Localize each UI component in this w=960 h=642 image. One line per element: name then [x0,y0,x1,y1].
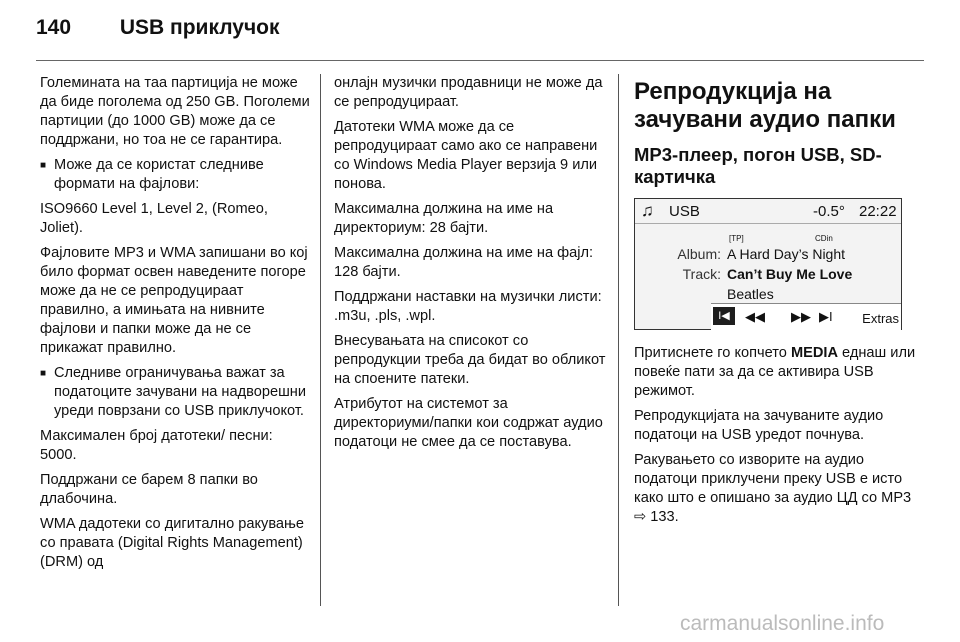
page-number: 140 [36,16,72,39]
page-reference: 133. [650,509,679,525]
music-note-icon: ♫ [641,201,654,220]
tp-flag: [TP] [729,234,744,243]
page-title: USB приклучок [119,16,280,39]
section-heading: Репродукција на зачувани аудио папки [634,78,896,133]
bullet-item [40,156,312,194]
display-status-bar [635,199,901,224]
column-divider-2 [618,74,619,606]
paragraph [634,344,924,401]
paragraph: Поддржани се барем 8 папки во длабочина. [40,472,258,507]
header-rule [36,60,924,61]
paragraph: Големината на таа партиција не може да биде поголема од 250 GB. Поголеми партиции (до 1000 GB) може да се поддржани, но тоа не се гарантира. [40,75,310,148]
text-run: Притиснете го копчето [634,345,791,361]
display-clock: 22:22 [859,203,897,220]
watermark: carmanualsonline.info [680,612,885,635]
artist-value: Beatles [727,286,774,302]
paragraph: ISO9660 Level 1, Level 2, (Romeo, Joliet). [40,201,268,236]
infotainment-display-image [634,198,902,330]
album-value: A Hard Day’s Night [727,246,846,262]
bullet-text: Следниве ограничувања важат за податоците зачувани на надворешни уреди поврзани со USB приклучокот. [54,365,306,419]
track-label: Track: [682,266,721,282]
section-subheading: MP3-плеер, погон USB, SD-картичка [634,144,882,187]
column-2 [334,74,606,458]
paragraph: онлајн музички продавници не може да се репродуцираат. [334,75,603,110]
paragraph: WMA дадотеки со дигитално ракување со правата (Digital Rights Management) (DRM) од [40,516,304,570]
bullet-square-icon: ■ [40,160,47,171]
previous-track-icon: I◀ [713,307,735,325]
column-divider-1 [320,74,321,606]
page-header [36,16,279,40]
rewind-icon: ◀◀ [745,309,765,324]
bullet-item [40,364,312,421]
extras-label: Extras [862,311,899,326]
paragraph: Максимална должина на име на фајл: 128 бајти. [334,245,594,280]
paragraph: Максимален број датотеки/ песни: 5000. [40,428,273,463]
text-run: еднаш или повеќе пати за да се активира USB режимот. [634,345,916,399]
text-run: Ракувањето со изворите на аудио податоци приклучени преку USB е исто како што е опишано за аудио ЦД со MP3 [634,452,912,506]
paragraph [634,451,924,527]
track-value: Can’t Buy Me Love [727,266,853,282]
display-controls-bar [711,303,901,330]
fast-forward-icon: ▶▶ [791,309,811,324]
bullet-square-icon: ■ [40,368,47,379]
column-3 [634,74,924,533]
album-label: Album: [677,246,721,262]
bullet-text: Може да се користат следниве формати на фајлови: [54,157,264,192]
display-temperature: -0.5° [813,203,845,220]
page-reference-arrow-icon: ⇨ [634,509,647,525]
paragraph: Фајловите MP3 и WMA запишани во кој било формат освен наведените погоре може да не се репродуцираат правилно, а имињата на нивните фајлови и папки може да не се прикажат правилно. [40,245,308,356]
paragraph: Репродукцијата на зачуваните аудио податоци на USB уредот почнува. [634,408,884,443]
media-button-name: MEDIA [790,345,838,361]
paragraph: Атрибутот на системот за директориуми/папки кои содржат аудио податоци не смее да се поставува. [334,396,603,450]
column-1 [40,74,312,578]
paragraph: Максимална должина на име на директориум: 28 бајти. [334,201,554,236]
next-track-icon: ▶I [819,309,833,324]
paragraph: Поддржани наставки на музички листи: .m3u, .pls, .wpl. [334,289,602,324]
cd-in-flag: CDin [815,234,833,243]
paragraph: Внесувањата на списокот со репродукции треба да бидат во обликот на споените патеки. [334,333,606,387]
paragraph: Датотеки WMA може да се репродуцираат само ако се направени со Windows Media Player верзија 9 или понова. [334,119,598,192]
display-source: USB [669,203,700,220]
